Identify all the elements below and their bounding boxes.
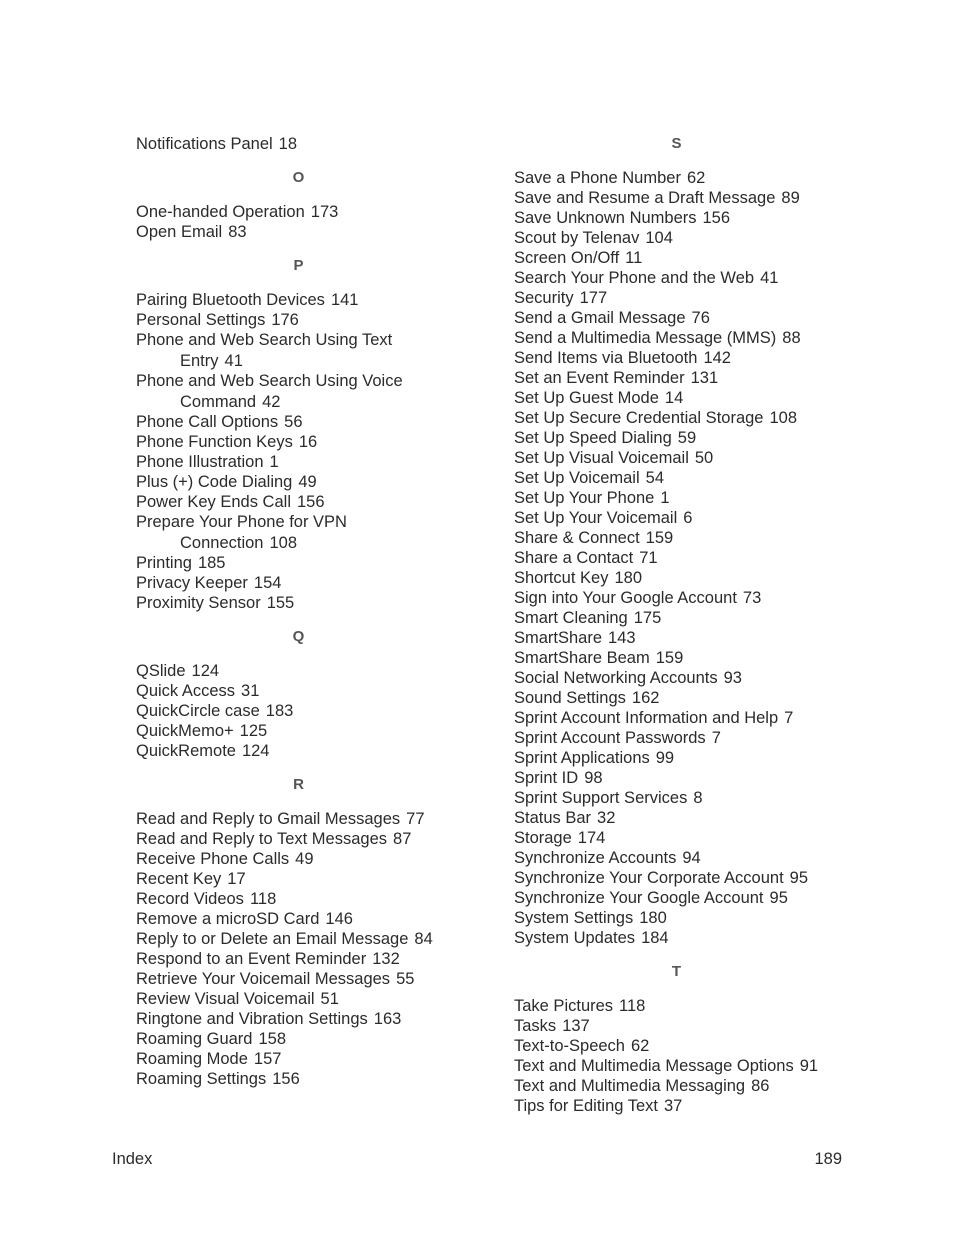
entry-term: Send Items via Bluetooth [514, 349, 698, 367]
index-entry [514, 368, 854, 388]
entry-page-number: 118 [619, 997, 646, 1015]
entry-term: Send a Multimedia Message (MMS) [514, 329, 777, 347]
index-entry [136, 969, 466, 989]
entry-page-number: 99 [655, 749, 675, 767]
entry-term: Text-to-Speech [514, 1037, 625, 1055]
index-section-r [136, 775, 466, 1089]
entry-page-number: 49 [295, 850, 314, 868]
entry-page-number: 156 [297, 493, 325, 511]
index-entry [136, 989, 466, 1009]
entry-page-number: 88 [782, 329, 801, 347]
entry-term: Sprint Account Passwords [514, 729, 706, 747]
entry-term: Phone Illustration [136, 453, 264, 471]
index-section-o [136, 168, 466, 242]
entry-page-number: 154 [253, 574, 282, 592]
entry-page-number: 37 [663, 1097, 683, 1115]
entry-term: System Settings [514, 909, 634, 927]
entry-term: Notifications Panel [136, 135, 273, 153]
entry-term: Roaming Guard [136, 1030, 253, 1048]
index-column-left [136, 134, 466, 1089]
entry-term: Read and Reply to Text Messages [136, 830, 388, 848]
entry-page-number: 94 [682, 849, 701, 867]
entry-page-number: 91 [799, 1057, 819, 1075]
entry-page-number: 156 [702, 209, 731, 227]
entry-term: Quick Access [136, 682, 236, 700]
entry-page-number: 42 [262, 393, 281, 411]
entry-term: Plus (+) Code Dialing [136, 473, 293, 491]
index-section-t [514, 962, 854, 1116]
entry-page-number: 159 [645, 529, 674, 547]
entry-term: Search Your Phone and the Web [514, 269, 755, 287]
entry-page-number: 6 [683, 509, 693, 527]
index-entry [136, 1069, 466, 1089]
entry-term: Power Key Ends Call [136, 493, 291, 511]
entry-page-number: 7 [784, 709, 794, 727]
index-entry [514, 508, 854, 528]
section-letter-heading: S [671, 135, 682, 152]
entry-term: Remove a microSD Card [136, 910, 320, 928]
entry-term: Storage [514, 829, 572, 847]
entry-term: Phone Call Options [136, 413, 279, 431]
entry-page-number: 98 [584, 769, 603, 787]
entry-term: Record Videos [136, 890, 244, 908]
index-entry [514, 848, 854, 868]
entry-term: Phone and Web Search Using Text [136, 331, 393, 349]
index-entry [514, 828, 854, 848]
entry-page-number: 89 [781, 189, 800, 207]
index-entry [136, 829, 466, 849]
entry-term: Screen On/Off [514, 249, 620, 267]
entry-page-number: 95 [789, 869, 809, 887]
entry-page-number: 16 [298, 433, 318, 451]
entry-term: Printing [136, 554, 192, 572]
entry-page-number: 163 [373, 1010, 402, 1028]
index-entry [514, 588, 854, 608]
entry-page-number: 118 [249, 890, 277, 908]
entry-page-number: 86 [751, 1077, 770, 1095]
entry-term: Set Up Visual Voicemail [514, 449, 689, 467]
entry-page-number: 180 [639, 909, 667, 927]
index-column-right [514, 134, 854, 1116]
entry-term: QuickMemo+ [136, 722, 234, 740]
index-entry [136, 1009, 466, 1029]
entry-term: QuickCircle case [136, 702, 260, 720]
entry-term: Read and Reply to Gmail Messages [136, 810, 401, 828]
entry-page-number: 108 [269, 534, 298, 552]
index-entry [136, 593, 466, 613]
index-entry [514, 1016, 854, 1036]
index-entry [514, 328, 854, 348]
entry-page-number: 176 [271, 311, 299, 329]
entry-term: Proximity Sensor [136, 594, 261, 612]
index-entry [514, 548, 854, 568]
entry-page-number: 32 [597, 809, 616, 827]
index-entry [514, 1036, 854, 1056]
entry-term: Sprint Applications [514, 749, 650, 767]
entry-term-continuation [136, 533, 466, 553]
entry-term: Set an Event Reminder [514, 369, 685, 387]
entry-term: Set Up Your Voicemail [514, 509, 678, 527]
entry-page-number: 50 [694, 449, 714, 467]
entry-term: Open Email [136, 223, 223, 241]
index-entry [136, 134, 466, 154]
section-letter-heading: R [293, 776, 304, 793]
entry-page-number: 108 [769, 409, 798, 427]
entry-term-continued-text: Connection [180, 534, 264, 552]
entry-page-number: 157 [253, 1050, 282, 1068]
index-entry [514, 808, 854, 828]
entry-page-number: 104 [645, 229, 673, 247]
index-entry [514, 788, 854, 808]
entry-page-number: 173 [310, 203, 339, 221]
index-entry [514, 888, 854, 908]
index-entry [514, 408, 854, 428]
index-entry [514, 268, 854, 288]
index-entry [136, 661, 466, 681]
index-entry [136, 290, 466, 310]
entry-page-number: 125 [239, 722, 268, 740]
entry-term-continued-text: Entry [180, 352, 219, 370]
index-entry [514, 868, 854, 888]
entry-term: Sign into Your Google Account [514, 589, 737, 607]
lead-entries [136, 134, 466, 154]
entry-term: Set Up Voicemail [514, 469, 640, 487]
entry-term: QuickRemote [136, 742, 236, 760]
index-entry [136, 412, 466, 432]
index-entry [136, 512, 466, 553]
entry-term: Set Up Your Phone [514, 489, 655, 507]
entry-page-number: 55 [396, 970, 415, 988]
index-entry [136, 310, 466, 330]
index-entry [514, 728, 854, 748]
index-entry [514, 1076, 854, 1096]
index-entry [514, 248, 854, 268]
entry-term: Phone and Web Search Using Voice [136, 372, 403, 390]
index-entry [514, 748, 854, 768]
index-entry [514, 768, 854, 788]
entry-page-number: 1 [269, 453, 279, 471]
index-entry [514, 1096, 854, 1116]
section-letter-heading: T [671, 963, 682, 980]
index-entry [514, 648, 854, 668]
entry-page-number: 177 [579, 289, 608, 307]
entry-term: Review Visual Voicemail [136, 990, 315, 1008]
index-entry [136, 222, 466, 242]
index-entry [136, 869, 466, 889]
entry-page-number: 132 [372, 950, 400, 968]
entry-page-number: 93 [723, 669, 742, 687]
entry-term: Reply to or Delete an Email Message [136, 930, 409, 948]
entry-term: Roaming Settings [136, 1070, 267, 1088]
entry-page-number: 87 [393, 830, 412, 848]
entry-page-number: 131 [690, 369, 719, 387]
entry-term: Roaming Mode [136, 1050, 248, 1068]
index-entry [136, 849, 466, 869]
index-entry [514, 428, 854, 448]
entry-term: Set Up Guest Mode [514, 389, 659, 407]
entry-term: Recent Key [136, 870, 222, 888]
index-entry [514, 608, 854, 628]
entry-term: Sprint ID [514, 769, 579, 787]
index-entry [136, 741, 466, 761]
entry-page-number: 1 [660, 489, 670, 507]
index-entry [514, 188, 854, 208]
entry-page-number: 83 [228, 223, 247, 241]
entry-page-number: 174 [577, 829, 606, 847]
index-entry [514, 628, 854, 648]
entry-term: Take Pictures [514, 997, 614, 1015]
entry-page-number: 143 [608, 629, 636, 647]
entry-term: SmartShare [514, 629, 603, 647]
index-entry [136, 1049, 466, 1069]
index-entry [514, 528, 854, 548]
entry-page-number: 124 [241, 742, 270, 760]
entry-page-number: 54 [645, 469, 665, 487]
entry-term: Save a Phone Number [514, 169, 681, 187]
entry-term: Text and Multimedia Message Options [514, 1057, 794, 1075]
entry-page-number: 77 [406, 810, 425, 828]
entry-page-number: 73 [742, 589, 762, 607]
section-letter-heading: P [293, 257, 304, 274]
entry-term: Privacy Keeper [136, 574, 248, 592]
entry-term: Set Up Secure Credential Storage [514, 409, 764, 427]
entry-term: Share a Contact [514, 549, 634, 567]
entry-term-continued-text: Command [180, 393, 257, 411]
index-entry [514, 208, 854, 228]
entry-page-number: 59 [677, 429, 697, 447]
entry-page-number: 62 [630, 1037, 650, 1055]
entry-page-number: 49 [298, 473, 317, 491]
entry-term: Tasks [514, 1017, 557, 1035]
entry-term: Scout by Telenav [514, 229, 640, 247]
index-entry [514, 1056, 854, 1076]
entry-page-number: 8 [693, 789, 703, 807]
index-entry [514, 908, 854, 928]
entry-page-number: 156 [272, 1070, 300, 1088]
entry-page-number: 95 [769, 889, 788, 907]
entry-page-number: 155 [266, 594, 295, 612]
entry-term: Share & Connect [514, 529, 640, 547]
entry-page-number: 7 [711, 729, 721, 747]
entry-page-number: 162 [631, 689, 660, 707]
index-entry [514, 708, 854, 728]
entry-term: Phone Function Keys [136, 433, 293, 451]
entry-page-number: 180 [614, 569, 642, 587]
index-entry [514, 448, 854, 468]
index-entry [136, 573, 466, 593]
entry-page-number: 18 [278, 135, 298, 153]
entry-term: Save Unknown Numbers [514, 209, 697, 227]
index-entry [514, 388, 854, 408]
index-entry [136, 452, 466, 472]
index-entry [136, 553, 466, 573]
entry-term-continuation [136, 392, 466, 412]
entry-page-number: 11 [625, 249, 643, 267]
index-entry [514, 488, 854, 508]
index-entry [136, 701, 466, 721]
index-entry [514, 288, 854, 308]
index-entry [514, 168, 854, 188]
index-section-s [514, 134, 854, 948]
entry-page-number: 142 [703, 349, 731, 367]
entry-page-number: 51 [320, 990, 339, 1008]
entry-page-number: 31 [241, 682, 260, 700]
entry-page-number: 184 [641, 929, 669, 947]
index-entry [136, 909, 466, 929]
entry-page-number: 14 [664, 389, 684, 407]
index-entry [136, 202, 466, 222]
entry-page-number: 41 [224, 352, 243, 370]
index-entry [514, 348, 854, 368]
entry-term-continuation [136, 351, 466, 371]
index-entry [136, 371, 466, 412]
footer-page-number: 189 [814, 1150, 842, 1168]
entry-page-number: 56 [284, 413, 303, 431]
index-entry [136, 492, 466, 512]
index-entry [514, 668, 854, 688]
index-entry [514, 996, 854, 1016]
entry-term: Synchronize Your Corporate Account [514, 869, 784, 887]
entry-term: Smart Cleaning [514, 609, 628, 627]
entry-term: One-handed Operation [136, 203, 305, 221]
entry-term: Prepare Your Phone for VPN [136, 513, 347, 531]
index-entry [136, 681, 466, 701]
entry-term: Synchronize Your Google Account [514, 889, 764, 907]
entry-term: Shortcut Key [514, 569, 609, 587]
index-entry [514, 228, 854, 248]
section-letter-heading: O [292, 169, 305, 186]
index-entry [136, 721, 466, 741]
entry-page-number: 158 [258, 1030, 287, 1048]
entry-term: Pairing Bluetooth Devices [136, 291, 325, 309]
entry-page-number: 71 [639, 549, 658, 567]
entry-page-number: 183 [265, 702, 294, 720]
index-entry [136, 929, 466, 949]
entry-term: Retrieve Your Voicemail Messages [136, 970, 391, 988]
index-entry [514, 568, 854, 588]
entry-term: Receive Phone Calls [136, 850, 290, 868]
entry-term: Send a Gmail Message [514, 309, 686, 327]
entry-term: QSlide [136, 662, 186, 680]
entry-page-number: 185 [197, 554, 226, 572]
entry-page-number: 175 [633, 609, 662, 627]
entry-term: Security [514, 289, 574, 307]
entry-term: Social Networking Accounts [514, 669, 718, 687]
index-entry [136, 432, 466, 452]
index-entry [136, 949, 466, 969]
index-entry [514, 928, 854, 948]
entry-term: Sprint Support Services [514, 789, 688, 807]
entry-term: Sound Settings [514, 689, 626, 707]
index-entry [136, 889, 466, 909]
entry-term: System Updates [514, 929, 636, 947]
entry-term: Sprint Account Information and Help [514, 709, 779, 727]
index-section-q [136, 627, 466, 761]
entry-page-number: 17 [227, 870, 246, 888]
entry-term: Tips for Editing Text [514, 1097, 658, 1115]
entry-term: Synchronize Accounts [514, 849, 677, 867]
entry-page-number: 137 [562, 1017, 590, 1035]
index-entry [514, 468, 854, 488]
entry-page-number: 146 [325, 910, 353, 928]
entry-page-number: 141 [330, 291, 359, 309]
entry-page-number: 159 [655, 649, 684, 667]
index-entry [514, 688, 854, 708]
entry-term: SmartShare Beam [514, 649, 650, 667]
entry-term: Save and Resume a Draft Message [514, 189, 776, 207]
entry-page-number: 76 [691, 309, 710, 327]
section-letter-heading: Q [292, 628, 305, 645]
entry-term: Status Bar [514, 809, 592, 827]
index-entry [136, 330, 466, 371]
index-entry [136, 1029, 466, 1049]
entry-term: Personal Settings [136, 311, 266, 329]
footer-section-label: Index [112, 1150, 153, 1168]
entry-term: Set Up Speed Dialing [514, 429, 672, 447]
entry-page-number: 84 [414, 930, 433, 948]
entry-page-number: 124 [191, 662, 220, 680]
entry-term: Respond to an Event Reminder [136, 950, 367, 968]
entry-page-number: 41 [760, 269, 779, 287]
entry-page-number: 62 [686, 169, 706, 187]
entry-term: Ringtone and Vibration Settings [136, 1010, 368, 1028]
entry-term: Text and Multimedia Messaging [514, 1077, 746, 1095]
index-entry [514, 308, 854, 328]
index-section-p [136, 256, 466, 613]
index-entry [136, 809, 466, 829]
index-entry [136, 472, 466, 492]
